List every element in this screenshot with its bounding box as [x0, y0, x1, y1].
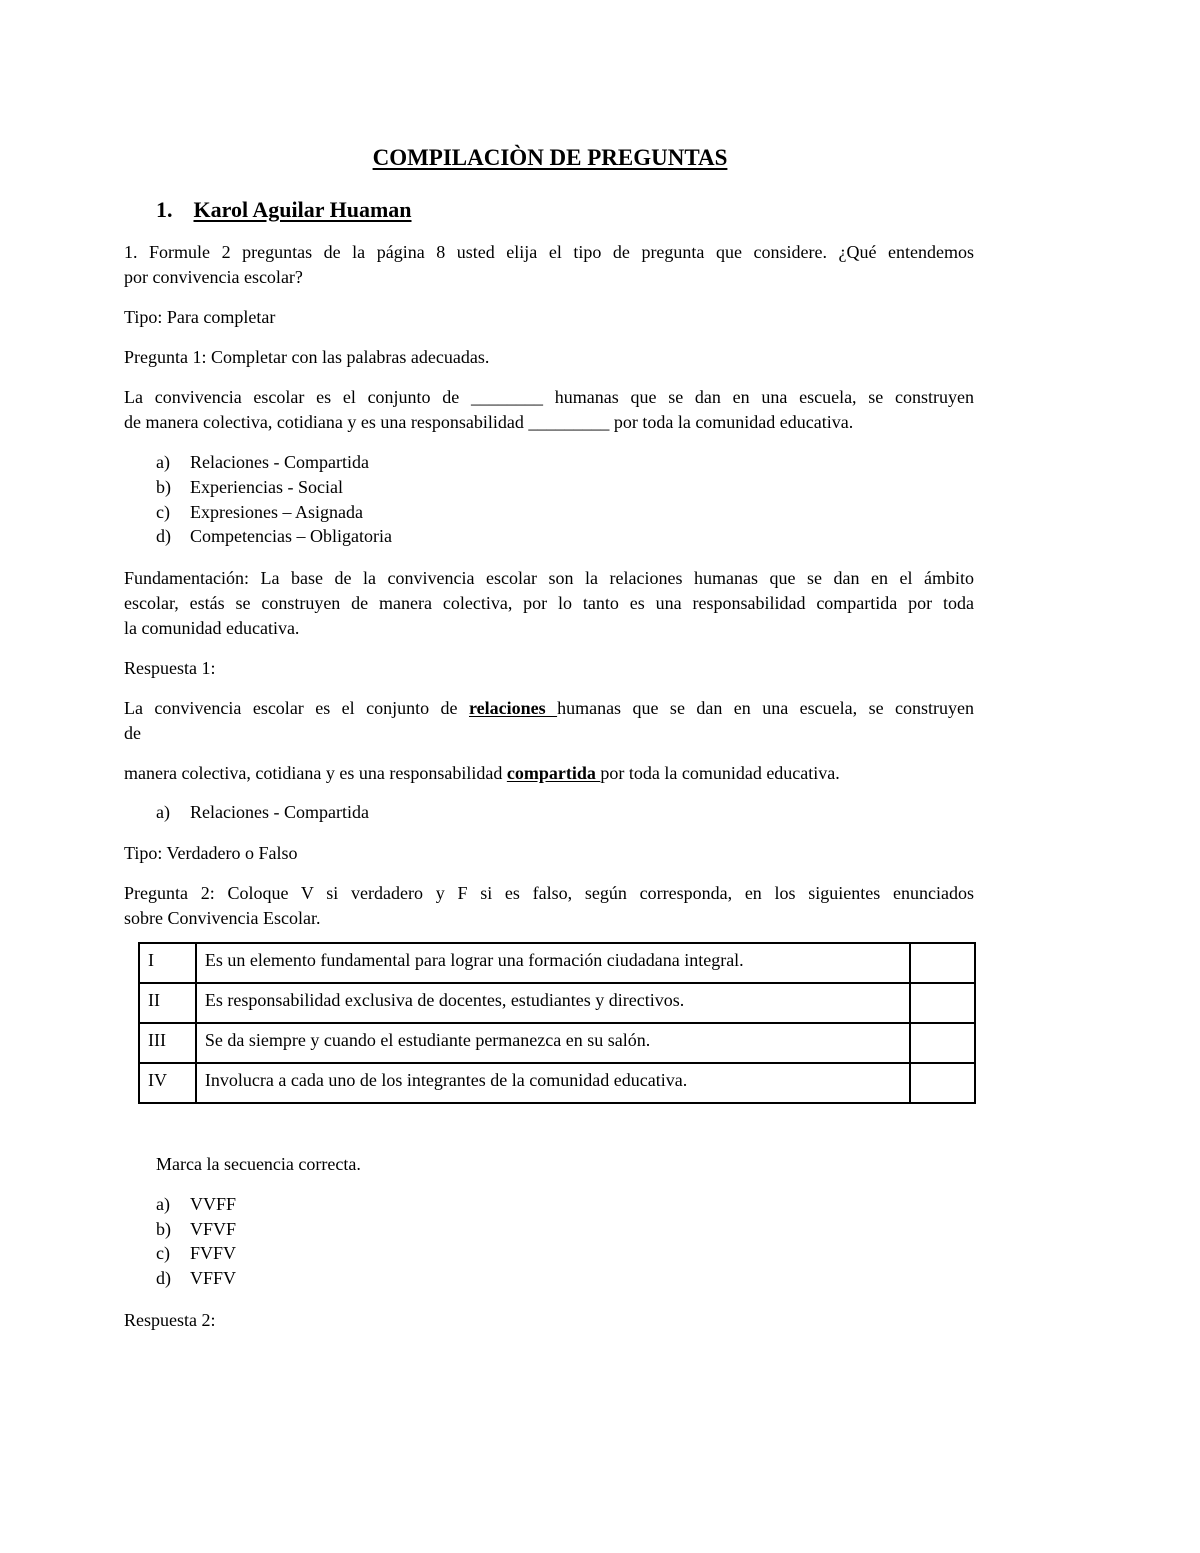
- answer-text: humanas que se dan en una escuela, se construyen: [557, 698, 974, 718]
- q2-instruction: Marca la secuencia correcta.: [156, 1154, 361, 1174]
- q1-rationale-line-1: Fundamentación: La base de la convivencia escolar son la relaciones humanas que se dan en el ámbito: [124, 568, 974, 588]
- q1-rationale-line-2: escolar, estás se construyen de manera colectiva, por lo tanto es una responsabilidad compartida por toda: [124, 593, 974, 613]
- q2-option-letter: a): [156, 1194, 170, 1214]
- q2-option-letter: b): [156, 1219, 171, 1239]
- statement-text: Es responsabilidad exclusiva de docentes, estudiantes y directivos.: [196, 983, 910, 1023]
- q1-type: Tipo: Para completar: [124, 307, 276, 327]
- section-number: 1.: [156, 197, 173, 222]
- q1-stem-line-1: La convivencia escolar es el conjunto de ________ humanas que se dan en una escuela, se construyen: [124, 387, 974, 407]
- q2-option-text: VFFV: [190, 1268, 237, 1288]
- answer-cell[interactable]: [910, 1023, 975, 1063]
- q1-answer-line-1-cont: de: [124, 723, 141, 743]
- intro-line-1: 1. Formule 2 preguntas de la página 8 usted elija el tipo de pregunta que considere. ¿Qué entendemos: [124, 242, 974, 262]
- statement-text: Involucra a cada uno de los integrantes de la comunidad educativa.: [196, 1063, 910, 1103]
- answer-text: manera colectiva, cotidiana y es una responsabilidad: [124, 763, 507, 783]
- q1-option-text: Experiencias - Social: [190, 477, 343, 497]
- table-row: [139, 983, 975, 1023]
- table-row: [139, 1023, 975, 1063]
- q2-option-text: VVFF: [190, 1194, 237, 1214]
- page-title: COMPILACIÒN DE PREGUNTAS: [372, 145, 728, 170]
- table-row: [139, 943, 975, 983]
- q2-option-letter: c): [156, 1243, 170, 1263]
- true-false-table: [138, 942, 976, 1104]
- q1-rationale-line-3: la comunidad educativa.: [124, 618, 300, 638]
- q2-type: Tipo: Verdadero o Falso: [124, 843, 298, 863]
- q1-option-text: Relaciones - Compartida: [190, 452, 369, 472]
- q2-prompt-line-1: Pregunta 2: Coloque V si verdadero y F si es falso, según corresponda, en los siguientes enunciados: [124, 883, 974, 903]
- q1-prompt: Pregunta 1: Completar con las palabras adecuadas.: [124, 347, 490, 367]
- answer-cell[interactable]: [910, 983, 975, 1023]
- q1-answer-label: Respuesta 1:: [124, 658, 216, 678]
- intro-line-2: por convivencia escolar?: [124, 267, 303, 287]
- statement-text: Se da siempre y cuando el estudiante permanezca en su salón.: [196, 1023, 910, 1063]
- q2-prompt-line-2: sobre Convivencia Escolar.: [124, 908, 321, 928]
- q1-option-letter: c): [156, 502, 170, 522]
- table-row: [139, 1063, 975, 1103]
- q1-stem-line-2: de manera colectiva, cotidiana y es una responsabilidad _________ por toda la comunidad educativa.: [124, 412, 854, 432]
- q2-answer-label: Respuesta 2:: [124, 1310, 216, 1330]
- q2-option-letter: d): [156, 1268, 171, 1288]
- answer-cell[interactable]: [910, 1063, 975, 1103]
- q1-option-text: Competencias – Obligatoria: [190, 526, 392, 546]
- statement-number: IV: [139, 1063, 196, 1103]
- statement-number: III: [139, 1023, 196, 1063]
- answer-cell[interactable]: [910, 943, 975, 983]
- q1-answer-line-2: [124, 761, 840, 786]
- statement-text: Es un elemento fundamental para lograr una formación ciudadana integral.: [196, 943, 910, 983]
- q1-answer-line-1: [124, 696, 974, 721]
- answer-highlight-word: compartida: [506, 763, 601, 783]
- section-author: Karol Aguilar Huaman: [193, 197, 412, 222]
- answer-text: La convivencia escolar es el conjunto de: [124, 698, 469, 718]
- section-heading: [156, 197, 412, 222]
- q2-option-text: VFVF: [190, 1219, 237, 1239]
- q1-option-letter: d): [156, 526, 171, 546]
- statement-number: I: [139, 943, 196, 983]
- answer-text: por toda la comunidad educativa.: [600, 763, 840, 783]
- q1-option-letter: b): [156, 477, 171, 497]
- q2-option-text: FVFV: [190, 1243, 237, 1263]
- q1-answer-option-letter: a): [156, 802, 170, 822]
- q1-answer-option-text: Relaciones - Compartida: [190, 802, 369, 822]
- answer-highlight-word: relaciones: [468, 698, 558, 718]
- q1-option-text: Expresiones – Asignada: [190, 502, 363, 522]
- statement-number: II: [139, 983, 196, 1023]
- q1-option-letter: a): [156, 452, 170, 472]
